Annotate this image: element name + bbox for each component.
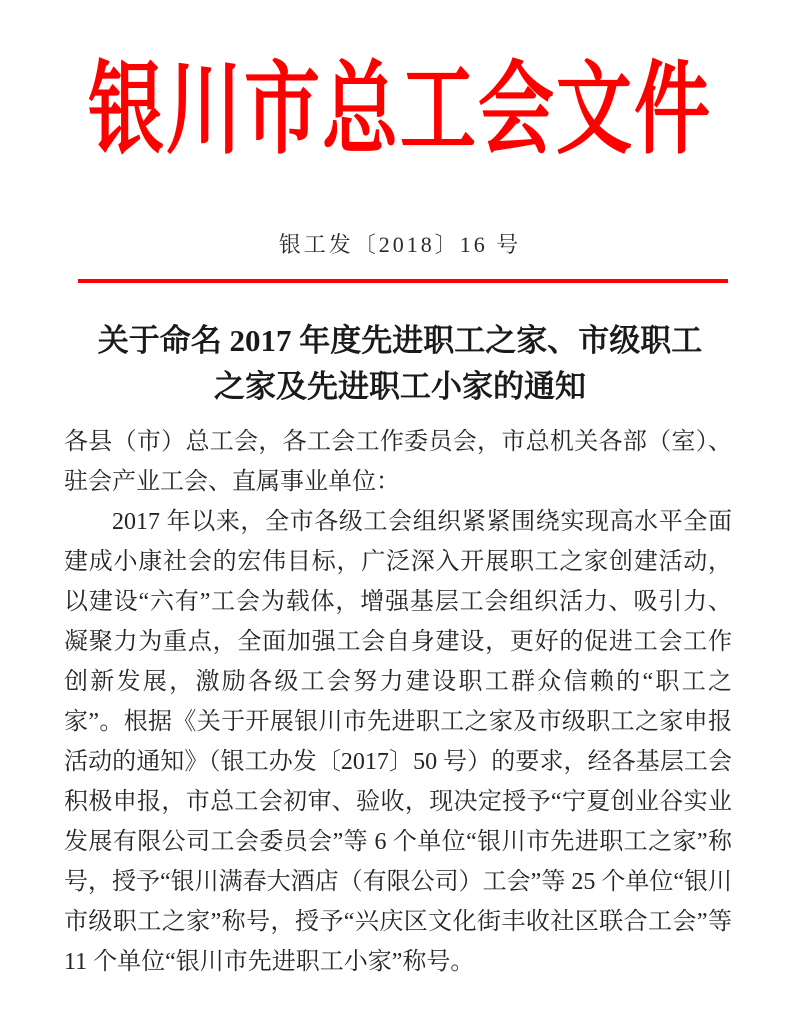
main-paragraph: 2017 年以来，全市各级工会组织紧紧围绕实现高水平全面建成小康社会的宏伟目标，广泛深入开展职工之家创建活动，以建设“六有”工会为载体，增强基层工会组织活力、吸引力、凝聚力为重点，全面加强工会自身建设，更好的促进工会工作创新发展，激励各级工会努力建设职工群众信赖的“职工之家”。根据《关于开展银川市先进职工之家及市级职工之家申报活动的通知》（银工办发〔2017〕50 号）的要求，经各基层工会积极申报，市总工会初审、验收，现决定授予“宁夏创业谷实业发展有限公司工会委员会”等 6 个单位“银川市先进职工之家”称号，授予“银川满春大酒店（有限公司）工会”等 25 个单位“银川市级职工之家”称号，授予“兴庆区文化街丰收社区联合工会”等 11 个单位“银川市先进职工小家”称号。 [64, 509, 732, 975]
red-divider-rule [78, 279, 728, 283]
notice-title-line-1: 关于命名 2017 年度先进职工之家、市级职工 [97, 323, 703, 358]
notice-title-line-2: 之家及先进职工小家的通知 [214, 369, 586, 404]
notice-title [40, 318, 760, 410]
document-reference-number: 银工发〔2018〕16 号 [278, 232, 522, 257]
addressee-line: 各县（市）总工会，各工会工作委员会，市总机关各部（室）、驻会产业工会、直属事业单位： [64, 429, 732, 495]
letterhead-org-title: 银川市总工会文件 [88, 55, 712, 167]
notice-body [64, 422, 732, 982]
